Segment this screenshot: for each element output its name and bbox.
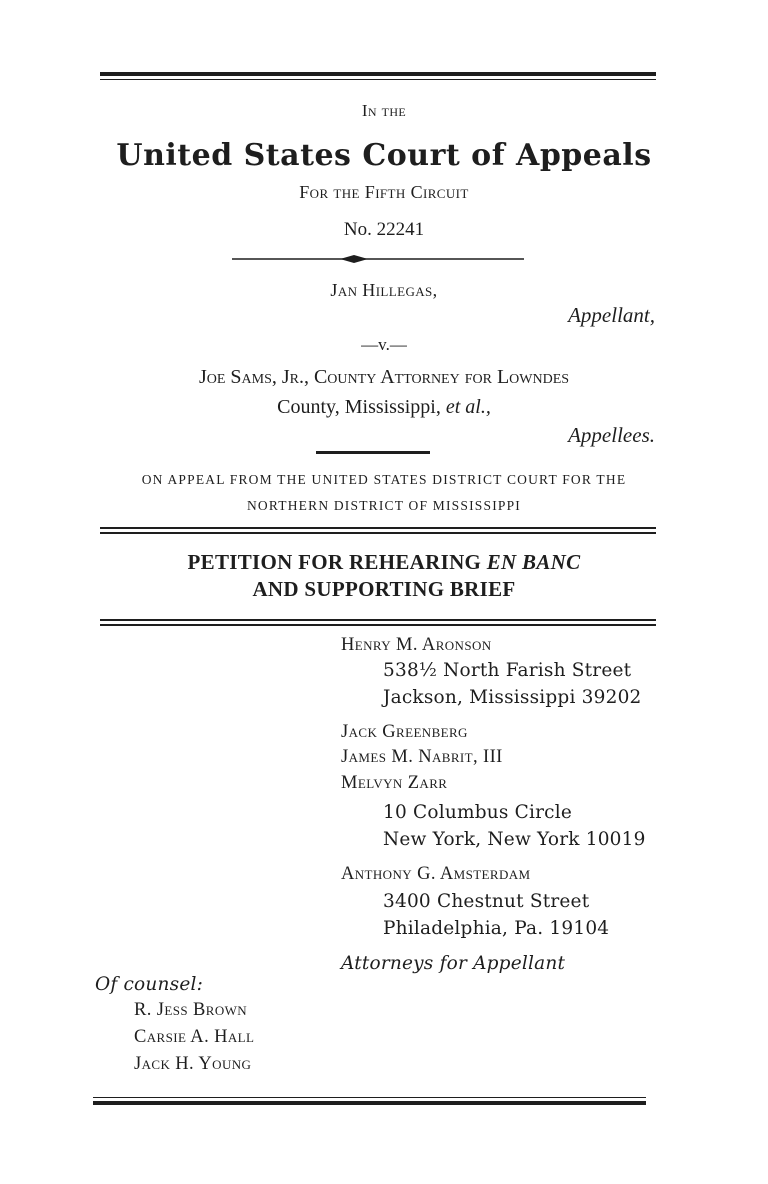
ny-address-1: 10 Columbus Circle (383, 802, 572, 823)
versus: —v.— (361, 335, 407, 354)
counsel-young: Jack H. Young (134, 1054, 252, 1074)
aronson-address-1: 538½ North Farish Street (383, 660, 632, 681)
ny-address-2: New York, New York 10019 (383, 829, 646, 850)
counsel-hall: Carsie A. Hall (134, 1027, 255, 1047)
bottom-rule-thin (93, 1097, 646, 1098)
appellant-name: Jan Hillegas, (330, 280, 438, 300)
section-rule-2b (100, 624, 656, 626)
of-counsel-label: Of counsel: (95, 974, 204, 995)
top-rule (100, 72, 656, 76)
petition-title-en-banc: EN BANC (486, 550, 581, 574)
bottom-rule (93, 1101, 646, 1105)
petition-title-prefix: PETITION FOR REHEARING (187, 550, 482, 574)
attorney-zarr: Melvyn Zarr (341, 773, 448, 793)
circuit-label: For the Fifth Circuit (299, 182, 469, 202)
attorneys-role: Attorneys for Appellant (341, 953, 566, 974)
appellant-role: Appellant, (568, 303, 655, 327)
aronson-address-2: Jackson, Mississippi 39202 (383, 687, 642, 708)
appellee-role: Appellees. (568, 423, 655, 447)
appellee-etal: et al., (445, 396, 491, 418)
counsel-brown: R. Jess Brown (134, 1000, 248, 1020)
ornament-divider (232, 252, 524, 266)
case-number: No. 22241 (343, 219, 425, 240)
appellee-line-1 (0, 366, 768, 389)
amsterdam-address-2: Philadelphia, Pa. 19104 (383, 918, 610, 939)
top-rule-thin (100, 79, 656, 80)
appellee-line-1-text: Joe Sams, Jr., County Attorney for Lowndes (198, 366, 570, 388)
appeal-from-line-1: ON APPEAL FROM THE UNITED STATES DISTRICT COURT FOR THE (141, 472, 627, 487)
appellee-county: County, Mississippi, (277, 396, 441, 418)
attorney-aronson: Henry M. Aronson (341, 635, 492, 655)
short-divider (316, 451, 430, 454)
section-rule-1 (100, 527, 656, 529)
attorney-nabrit: James M. Nabrit, III (341, 747, 503, 767)
section-rule-1b (100, 532, 656, 534)
amsterdam-address-1: 3400 Chestnut Street (383, 891, 590, 912)
court-name: United States Court of Appeals (116, 138, 652, 173)
section-rule-2 (100, 619, 656, 621)
appeal-from-line-2: NORTHERN DISTRICT OF MISSISSIPPI (246, 498, 521, 513)
in-the-label: In the (361, 101, 407, 120)
attorney-amsterdam: Anthony G. Amsterdam (341, 864, 531, 884)
petition-title-line-2: AND SUPPORTING BRIEF (252, 577, 516, 601)
attorney-greenberg: Jack Greenberg (341, 722, 468, 742)
petition-title-line-1 (0, 550, 768, 575)
appellee-line-2 (0, 396, 768, 419)
